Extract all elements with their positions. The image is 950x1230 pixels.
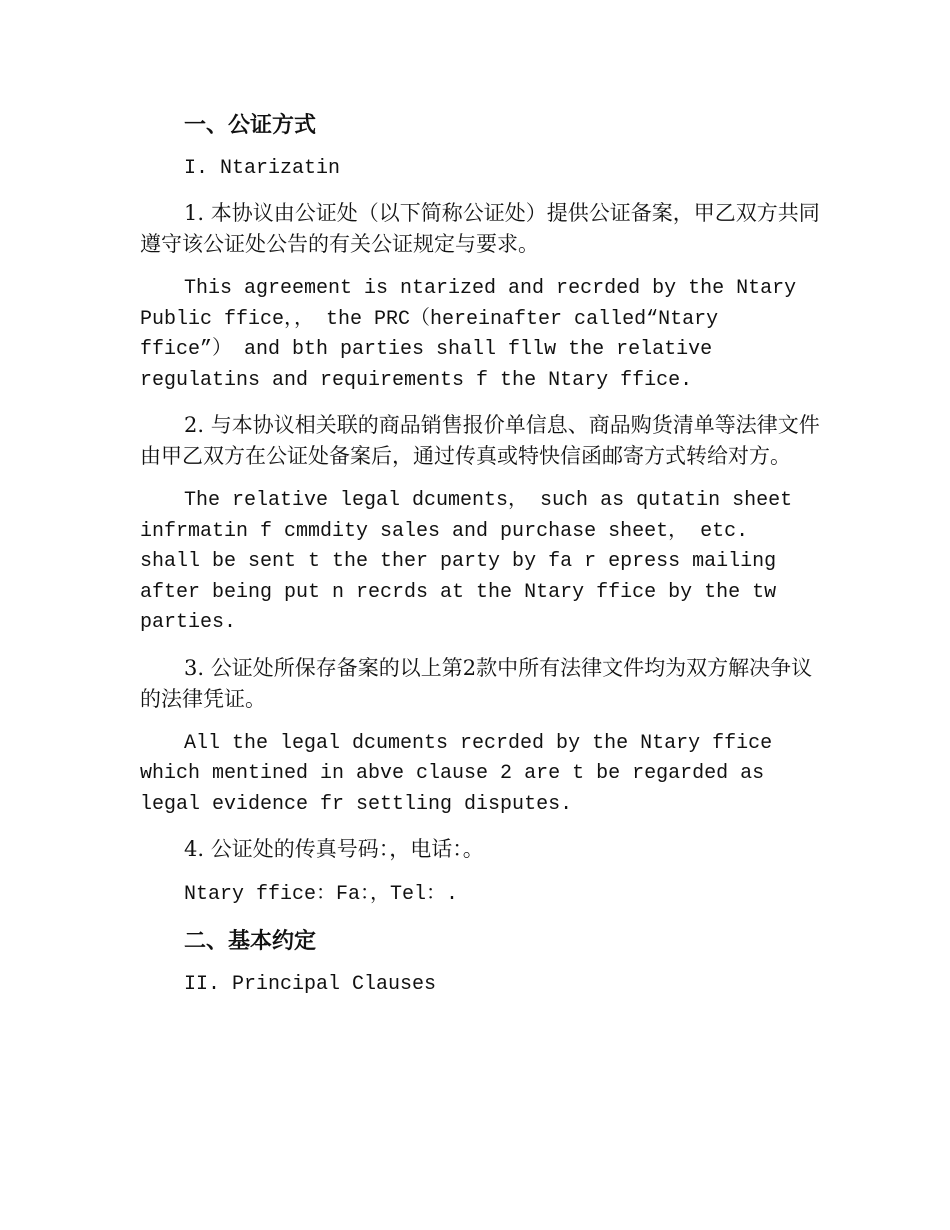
clause3-english: All the legal dcuments recrded by the Ntary ffice which mentined in abve clause 2 are t be regarded as legal evidence fr settling disputes. bbox=[140, 731, 785, 816]
section2-heading: 二、基本约定 bbox=[184, 928, 317, 954]
clause3-chinese: 3. 公证处所保存备案的以上第2款中所有法律文件均为双方解决争议的法律凭证。 bbox=[140, 655, 813, 711]
clause4-english: Ntary ffice：Fa：，Tel：. bbox=[184, 883, 459, 906]
section2-title-en: II. Principal Clauses bbox=[184, 973, 437, 996]
clause4-chinese: 4. 公证处的传真号码：，电话：。 bbox=[184, 837, 484, 861]
clause2-english: The relative legal dcuments， such as qutatin sheet infrmatin f cmmdity sales and purchase sheet， etc. shall be sent t the ther party by fa r epress mailing after being put n recrds at the Ntary ffice by the tw parties. bbox=[140, 489, 805, 634]
document-page bbox=[140, 110, 820, 1014]
clause1-english: This agreement is ntarized and recrded by the Ntary Public ffice，， the PRC（hereinafter called“Ntary ffice”） and bth parties shall fllw the relative regulatins and requirements f the Ntary ffice. bbox=[140, 277, 809, 392]
clause1-chinese: 1. 本协议由公证处（以下简称公证处）提供公证备案，甲乙双方共同遵守该公证处公告的有关公证规定与要求。 bbox=[140, 201, 820, 256]
section1-heading: 一、公证方式 bbox=[184, 112, 317, 138]
section1-title-en: I. Ntarizatin bbox=[184, 157, 341, 180]
clause2-chinese: 2. 与本协议相关联的商品销售报价单信息、商品购货清单等法律文件由甲乙双方在公证处备案后，通过传真或特快信函邮寄方式转给对方。 bbox=[140, 413, 820, 468]
